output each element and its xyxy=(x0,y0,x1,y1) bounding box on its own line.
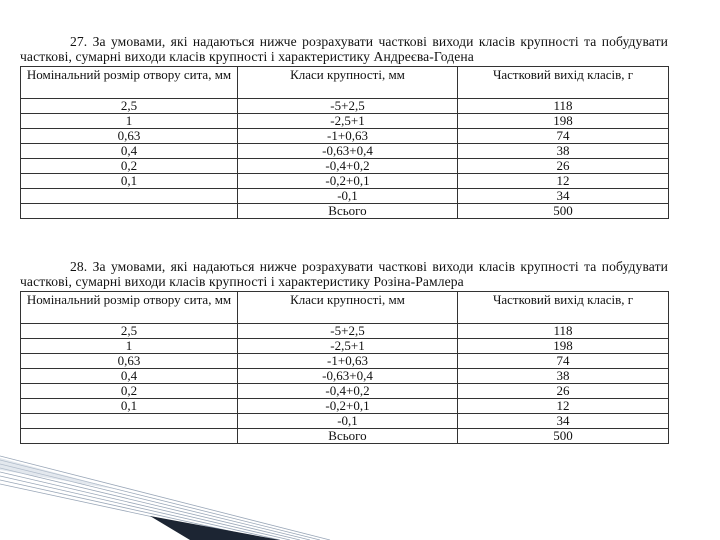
cell-sieve-size: 1 xyxy=(21,339,238,354)
table-header-row xyxy=(21,292,669,324)
table-row xyxy=(21,399,669,414)
cell-sieve-size: 0,2 xyxy=(21,159,238,174)
table-header-row xyxy=(21,67,669,99)
cell-size-class: -5+2,5 xyxy=(238,324,458,339)
cell-sieve-size: 0,4 xyxy=(21,369,238,384)
cell-size-class: -0,63+0,4 xyxy=(238,144,458,159)
cell-partial-yield: 198 xyxy=(458,114,669,129)
cell-partial-yield: 26 xyxy=(458,384,669,399)
table-row xyxy=(21,414,669,429)
cell-size-class: -0,2+0,1 xyxy=(238,174,458,189)
cell-sieve-size: 0,2 xyxy=(21,384,238,399)
task-28-section xyxy=(20,259,668,444)
table-row xyxy=(21,369,669,384)
cell-partial-yield: 118 xyxy=(458,99,669,114)
table-row xyxy=(21,429,669,444)
header-size-classes: Класи крупності, мм xyxy=(238,292,458,324)
cell-sieve-size: 1 xyxy=(21,114,238,129)
table-row xyxy=(21,324,669,339)
cell-sieve-size: 0,63 xyxy=(21,354,238,369)
task-28-table-body xyxy=(21,324,669,444)
decorative-corner-lines xyxy=(0,430,340,540)
cell-sieve-size: 0,63 xyxy=(21,129,238,144)
cell-size-class: -5+2,5 xyxy=(238,99,458,114)
table-row xyxy=(21,174,669,189)
cell-partial-yield: 26 xyxy=(458,159,669,174)
task-27-section xyxy=(20,34,668,219)
task-27-table-body xyxy=(21,99,669,219)
table-row xyxy=(21,204,669,219)
task-27-text: 27. За умовами, які надаються нижче розрахувати часткові виходи класів крупності та побудувати часткові, сумарні виходи класів крупності і характеристику Андреєва-Годена xyxy=(20,34,668,64)
cell-partial-yield: 34 xyxy=(458,189,669,204)
cell-sieve-size: 2,5 xyxy=(21,99,238,114)
cell-size-class: -0,63+0,4 xyxy=(238,369,458,384)
table-row xyxy=(21,129,669,144)
cell-sieve-size: 0,1 xyxy=(21,174,238,189)
cell-partial-yield: 34 xyxy=(458,414,669,429)
task-28-text: 28. За умовами, які надаються нижче розрахувати часткові виходи класів крупності та побудувати часткові, сумарні виходи класів крупності і характеристику Розіна-Рамлера xyxy=(20,259,668,289)
cell-partial-yield: 500 xyxy=(458,204,669,219)
table-row xyxy=(21,99,669,114)
cell-size-class: -0,1 xyxy=(238,414,458,429)
cell-sieve-size xyxy=(21,189,238,204)
table-row xyxy=(21,339,669,354)
table-row xyxy=(21,144,669,159)
cell-size-class: -1+0,63 xyxy=(238,129,458,144)
table-row xyxy=(21,384,669,399)
task-28-table xyxy=(20,291,669,444)
cell-size-class: -2,5+1 xyxy=(238,339,458,354)
cell-partial-yield: 198 xyxy=(458,339,669,354)
cell-size-class: Всього xyxy=(238,429,458,444)
cell-size-class: -0,4+0,2 xyxy=(238,159,458,174)
cell-size-class: Всього xyxy=(238,204,458,219)
cell-size-class: -2,5+1 xyxy=(238,114,458,129)
cell-partial-yield: 500 xyxy=(458,429,669,444)
task-27-table xyxy=(20,66,669,219)
cell-sieve-size xyxy=(21,414,238,429)
cell-size-class: -1+0,63 xyxy=(238,354,458,369)
cell-partial-yield: 12 xyxy=(458,174,669,189)
table-row xyxy=(21,354,669,369)
header-partial-yield: Частковий вихід класів, г xyxy=(458,292,669,324)
cell-partial-yield: 12 xyxy=(458,399,669,414)
header-sieve-size: Номінальний розмір отвору сита, мм xyxy=(21,67,238,99)
cell-size-class: -0,4+0,2 xyxy=(238,384,458,399)
cell-partial-yield: 118 xyxy=(458,324,669,339)
cell-partial-yield: 38 xyxy=(458,369,669,384)
cell-sieve-size: 0,4 xyxy=(21,144,238,159)
cell-sieve-size: 2,5 xyxy=(21,324,238,339)
header-sieve-size: Номінальний розмір отвору сита, мм xyxy=(21,292,238,324)
cell-partial-yield: 38 xyxy=(458,144,669,159)
table-row xyxy=(21,189,669,204)
cell-partial-yield: 74 xyxy=(458,354,669,369)
cell-sieve-size xyxy=(21,204,238,219)
table-row xyxy=(21,114,669,129)
cell-size-class: -0,1 xyxy=(238,189,458,204)
table-row xyxy=(21,159,669,174)
cell-size-class: -0,2+0,1 xyxy=(238,399,458,414)
header-partial-yield: Частковий вихід класів, г xyxy=(458,67,669,99)
cell-sieve-size xyxy=(21,429,238,444)
cell-partial-yield: 74 xyxy=(458,129,669,144)
cell-sieve-size: 0,1 xyxy=(21,399,238,414)
header-size-classes: Класи крупності, мм xyxy=(238,67,458,99)
